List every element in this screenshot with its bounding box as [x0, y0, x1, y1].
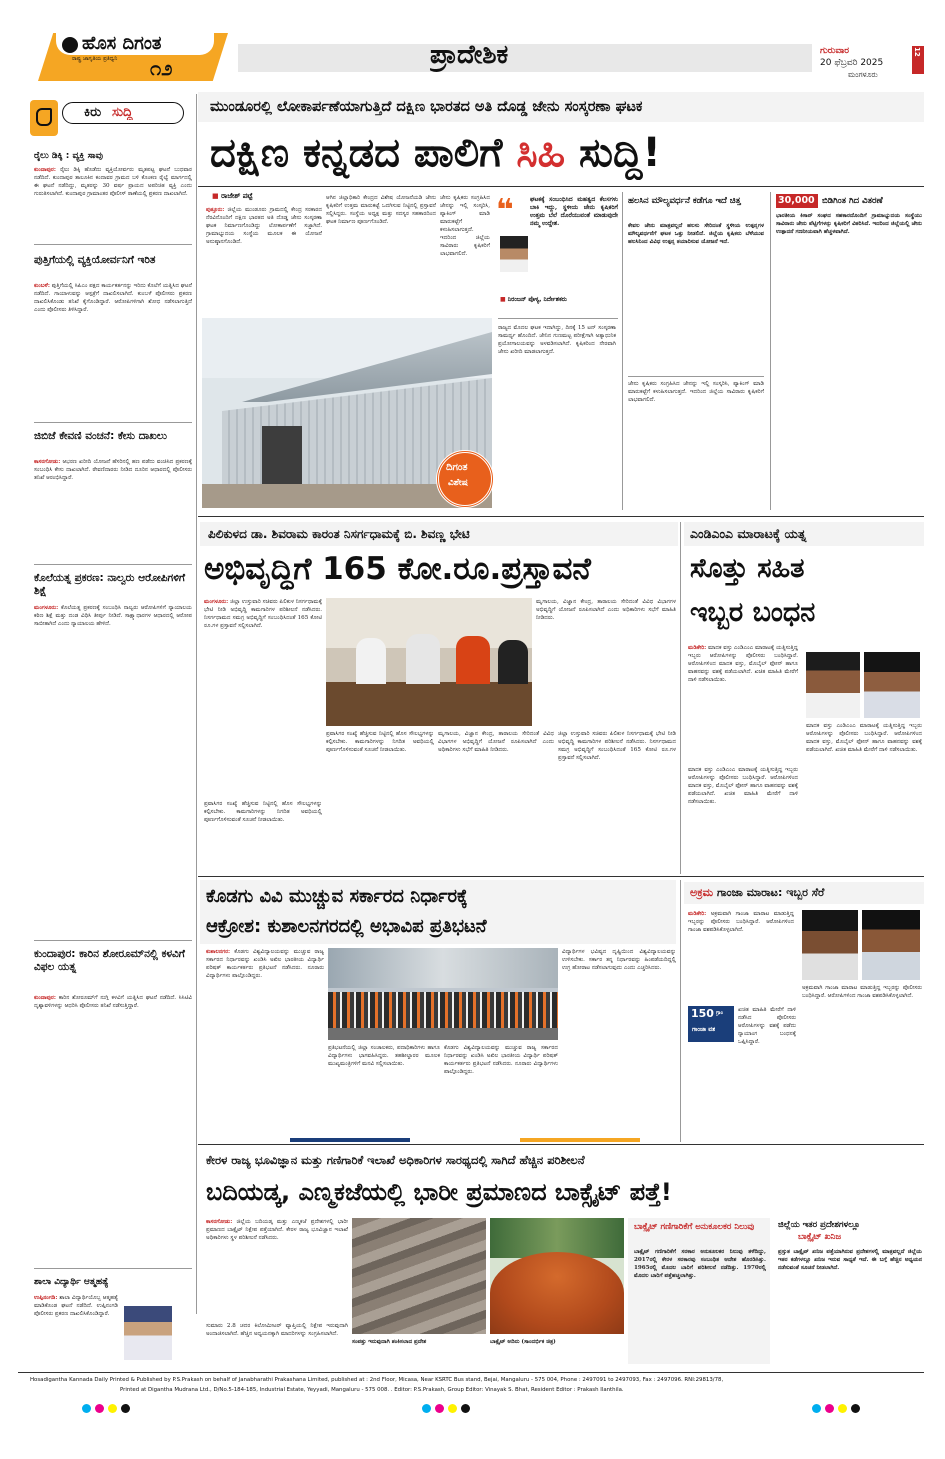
- section-divider: [198, 516, 924, 517]
- bauxite-box1-headline: ಬಾಕ್ಸೈಟ್ ಗಣಿಗಾರಿಕೆಗೆ ಅನುಕೂಲಕರ ನಿಲುವು: [634, 1222, 755, 1232]
- mdma-text-a: [688, 644, 798, 762]
- dateline: ಮಂಗಳೂರು:: [204, 599, 229, 605]
- date-day: ಗುರುವಾರ: [820, 46, 850, 56]
- section-divider: [198, 1144, 924, 1145]
- kodagu-text-c: ಪ್ರತಿಭಟನೆಯಲ್ಲಿ ಜಿಲ್ಲಾ ಸಂಚಾಲಕರು, ಪದಾಧಿಕಾರಿಗಳು ಹಾಗೂ ವಿದ್ಯಾರ್ಥಿಗಳು ಭಾಗವಹಿಸಿದ್ದರು. ತಹಶೀಲ್ದಾರರ ಮೂಲಕ ಮುಖ್ಯಮಂತ್ರಿಗಳಿಗೆ ಮನವಿ ಸಲ್ಲಿಸಲಾಯಿತು.: [328, 1045, 440, 1067]
- pilikula-meeting-photo: [326, 598, 532, 726]
- pilikula-text-f: ಪ್ರವಾಸಿಗರ ಸಂಖ್ಯೆ ಹೆಚ್ಚಿಸುವ ನಿಟ್ಟಿನಲ್ಲಿ ಹೊಸ ಸೌಲಭ್ಯಗಳನ್ನು ಕಲ್ಪಿಸಬೇಕು. ಕಾಮಗಾರಿಗಳನ್ನು ನಿಗದಿತ ಅವಧಿಯಲ್ಲಿ ಪೂರ್ಣಗೊಳಿಸುವಂತೆ ಸೂಚನೆ ನೀಡಲಾಯಿತು.: [204, 801, 322, 823]
- story-body: ಶಾಲಾ ವಿದ್ಯಾರ್ಥಿಯೊಬ್ಬ ಆತ್ಮಹತ್ಯೆ ಮಾಡಿಕೊಂಡ ಘಟನೆ ನಡೆದಿದೆ. ಉಪ್ಪಿನಂಗಡಿ ಪೊಲೀಸರು ಪ್ರಕರಣ ದಾಖಲಿಸಿಕೊಂಡಿದ್ದಾರೆ.: [34, 1295, 118, 1317]
- story-body: ರೈಲು ಡಿಕ್ಕಿ ಹೊಡೆದು ವ್ಯಕ್ತಿಯೋರ್ವರು ಮೃತಪಟ್ಟ ಘಟನೆ ಬುಧವಾರ ನಡೆದಿದೆ. ಕುಂದಾಪುರ ತಾಲೂಕಿನ ಕಂದಾವರ ಗ್ರಾಮದ ಬಳಿ ಕೊಂಕಣ ರೈಲ್ವೆ ಮಾರ್ಗದಲ್ಲಿ ಈ ಘಟನೆ ನಡೆದಿದ್ದು, ಮೃತರನ್ನು 30 ವರ್ಷ ಪ್ರಾಯದ ಅಪರಿಚಿತ ವ್ಯಕ್ತಿ ಎಂದು ಗುರುತಿಸಲಾಗಿದೆ. ಕುಂದಾಪುರ ಗ್ರಾಮಾಂತರ ಪೊಲೀಸ್ ಠಾಣೆಯಲ್ಲಿ ಪ್ರಕರಣ ದಾಖಲಾಗಿದೆ.: [34, 167, 192, 197]
- divider: [34, 422, 192, 423]
- sidebar-text-puttige: [34, 282, 192, 414]
- mdma-accused-photo-1: [806, 652, 860, 718]
- lead-text-col6b: ಜೇನು ಕೃಷಿಕರು ಸಂಗ್ರಹಿಸಿದ ಜೇನನ್ನು ಇಲ್ಲಿ ಸಂಸ್ಕರಿಸಿ, ಪ್ಯಾಕಿಂಗ್ ಮಾಡಿ ಮಾರುಕಟ್ಟೆಗೆ ಕಳುಹಿಸಲಾಗುತ್ತದೆ. ಇದರಿಂದ ಜಿಲ್ಲೆಯ ಸಾವಿರಾರು ಕೃಷಿಕರಿಗೆ ಲಾಭವಾಗಲಿದೆ.: [628, 381, 764, 403]
- byline-name: ರಾಜೇಶ್ ಪಟ್ಟೆ: [221, 192, 253, 200]
- pilikula-text-c: ಪ್ರವಾಸಿಗರ ಸಂಖ್ಯೆ ಹೆಚ್ಚಿಸುವ ನಿಟ್ಟಿನಲ್ಲಿ ಹೊಸ ಸೌಲಭ್ಯಗಳನ್ನು ಕಲ್ಪಿಸಬೇಕು. ಕಾಮಗಾರಿಗಳನ್ನು ನಿಗದಿತ ಅವಧಿಯಲ್ಲಿ ಪೂರ್ಣಗೊಳಿಸುವಂತೆ ಸೂಚನೆ ನೀಡಲಾಯಿತು.: [326, 731, 434, 753]
- dateline: ಮಡಿಕೇರಿ:: [688, 645, 707, 651]
- date-block: [820, 46, 905, 86]
- bauxite-box2-headline-2: ಬಾಕ್ಸೈಟ್ ಖನಿಜ: [798, 1232, 842, 1242]
- person: [456, 636, 490, 684]
- kodagu-text-b: ವಿದ್ಯಾರ್ಥಿಗಳ ಭವಿಷ್ಯದ ದೃಷ್ಟಿಯಿಂದ ವಿಶ್ವವಿದ್ಯಾಲಯವನ್ನು ಉಳಿಸಬೇಕು. ಸರ್ಕಾರ ತನ್ನ ನಿರ್ಧಾರವನ್ನು ಹಿಂಪಡೆಯದಿದ್ದಲ್ಲಿ ಉಗ್ರ ಹೋರಾಟ ನಡೆಸಲಾಗುವುದು ಎಂದು ಎಚ್ಚರಿಸಿದರು.: [562, 949, 676, 971]
- mdma-kicker: ಎಂಡಿಎಂಎ ಮಾರಾಟಕ್ಕೆ ಯತ್ನ: [690, 526, 807, 541]
- yellow-dot: [448, 1404, 457, 1413]
- section-banner: [238, 44, 812, 72]
- dateline: ಕುಂಬಳೆ:: [34, 283, 50, 289]
- magenta-dot: [825, 1404, 834, 1413]
- date-city: ಮಂಗಳೂರು: [848, 70, 878, 79]
- sidebar-headline-gbj: ಜಿಬಿಜೆ ಕೇವಣಿ ವಂಚನೆ: ಕೇಸು ದಾಖಲು: [34, 430, 167, 442]
- sidebar-headline-train: ರೈಲು ಡಿಕ್ಕಿ : ವ್ಯಕ್ತಿ ಸಾವು: [34, 151, 103, 161]
- kodagu-text-d: ಕೊಡಗು ವಿಶ್ವವಿದ್ಯಾಲಯವನ್ನು ಮುಚ್ಚುವ ರಾಜ್ಯ ಸರ್ಕಾರದ ನಿರ್ಧಾರವನ್ನು ಖಂಡಿಸಿ ಅಖಿಲ ಭಾರತೀಯ ವಿದ್ಯಾರ್ಥಿ ಪರಿಷತ್ ಕಾರ್ಯಕರ್ತರು ಪ್ರತಿಭಟನೆ ನಡೆಸಿದರು. ನೂರಾರು ವಿದ್ಯಾರ್ಥಿಗಳು ಪಾಲ್ಗೊಂಡಿದ್ದರು.: [444, 1045, 558, 1075]
- bauxite-text-b: ಸುಮಾರು 2.8 ಚದರ ಕಿಲೋಮೀಟರ್ ವ್ಯಾಪ್ತಿಯಲ್ಲಿ ನಿಕ್ಷೇಪ ಇರುವುದಾಗಿ ಅಂದಾಜಿಸಲಾಗಿದೆ. ಹೆಚ್ಚಿನ ಅಧ್ಯಯನಕ್ಕಾಗಿ ಮಾದರಿಗಳನ್ನು ಸಂಗ್ರಹಿಸಲಾಗಿದೆ.: [206, 1323, 348, 1337]
- dateline: ಕುಂದಾಪುರ:: [34, 995, 56, 1001]
- lead-text-col1: [206, 206, 322, 314]
- sidebar-headline-puttige: ಪುತ್ತಿಗೆಯಲ್ಲಿ ವ್ಯಕ್ತಿಯೋರ್ವನಿಗೆ ಇರಿತ: [34, 254, 156, 266]
- pilikula-headline: ಅಭಿವೃದ್ಧಿಗೆ 165 ಕೋ.ರೂ.ಪ್ರಸ್ತಾವನೆ: [204, 551, 591, 587]
- paper-tagline: ರಾಷ್ಟ್ರ ಜಾಗೃತಿಯ ಪ್ರತಿಧ್ವನಿ: [72, 56, 118, 62]
- student-photo: [124, 1306, 172, 1360]
- mdma-headline-2: ಇಬ್ಬರ ಬಂಧನ: [690, 597, 816, 628]
- dateline: ಪುತ್ತೂರು:: [206, 207, 225, 213]
- divider: [622, 192, 623, 510]
- divider: [680, 522, 681, 874]
- registration-marks-left: [80, 1398, 132, 1417]
- footer-rule: [18, 1372, 924, 1373]
- person: [406, 634, 440, 684]
- footer-line-2: Printed at Digantha Mudrana Ltd., D/No.5-184-185, Industrial Estate, Yeyyadi, Mangaluru - 575 008. . Editor: P.S.Prakash, Group Editor: Vinayak S. Bhat, Resident Editor : Prakash Ilanthila.: [120, 1387, 624, 1393]
- bauxite-box2-headline-1: ಜಿಲ್ಲೆಯ ಇತರ ಪ್ರದೇಶಗಳಲ್ಲೂ: [778, 1220, 861, 1230]
- ganja-badge-unit: ಗ್ರಾಂ: [716, 1010, 723, 1016]
- cyan-dot: [812, 1404, 821, 1413]
- sidebar-headline-student: ಶಾಲಾ ವಿದ್ಯಾರ್ಥಿ ಆತ್ಮಹತ್ಯೆ: [34, 1277, 109, 1287]
- registration-marks-right: [810, 1398, 862, 1417]
- sidebar-headline-murder-attempt: ಕೊಲೆಯತ್ನ ಪ್ರಕರಣ: ನಾಲ್ವರು ಆರೋಪಿಗಳಿಗೆ ಶಿಕ್ಷೆ: [34, 572, 186, 597]
- yellow-dot: [108, 1404, 117, 1413]
- story-body: ಜಿಲ್ಲೆಯ ಬದಿಯಡ್ಕ ಮತ್ತು ಎಣ್ಮಕಜೆ ಪ್ರದೇಶಗಳಲ್ಲಿ ಭಾರೀ ಪ್ರಮಾಣದ ಬಾಕ್ಸೈಟ್ ನಿಕ್ಷೇಪ ಪತ್ತೆಯಾಗಿದೆ. ಕೇರಳ ರಾಜ್ಯ ಭೂವಿಜ್ಞಾನ ಇಲಾಖೆ ಅಧಿಕಾರಿಗಳು ಸ್ಥಳ ಪರಿಶೀಲನೆ ನಡೆಸಿದರು.: [206, 1219, 348, 1241]
- author-name: ನಿರಂಜನ್ ಪೊಳ್ಯ, ನಿರ್ದೇಶಕರು: [507, 296, 567, 303]
- sidebar-headline-showroom: ಕುಂದಾಪುರ: ಕಾರಿನ ಶೋರೂಮ್‌ನಲ್ಲಿ ಕಳವಿಗೆ ವಿಫಲ ಯತ್ನ: [34, 948, 185, 973]
- kodagu-text-a: [206, 948, 324, 1136]
- pilikula-kicker: ಪಿಲಿಕುಳದ ಡಾ. ಶಿವರಾಮ ಕಾರಂತ ನಿಸರ್ಗಧಾಮಕ್ಕೆ ಬಿ. ಶಿವಣ್ಣ ಭೇಟಿ: [208, 527, 470, 541]
- dateline: ಉಪ್ಪಿನಂಗಡಿ:: [34, 1295, 58, 1301]
- ganja-badge-label: ಗಾಂಜಾ ವಶ: [692, 1026, 716, 1033]
- mdma-text-b: ಮಾದಕ ವಸ್ತು ಎಂಡಿಎಂಎ ಮಾರಾಟಕ್ಕೆ ಯತ್ನಿಸುತ್ತಿದ್ದ ಇಬ್ಬರು ಆರೋಪಿಗಳನ್ನು ಪೊಲೀಸರು ಬಂಧಿಸಿದ್ದಾರೆ. ಆರೋಪಿಗಳಿಂದ ಮಾದಕ ವಸ್ತು, ಮೊಬೈಲ್ ಫೋನ್ ಹಾಗೂ ವಾಹನವನ್ನು ವಶಕ್ಕೆ ಪಡೆಯಲಾಗಿದೆ. ಖಚಿತ ಮಾಹಿತಿ ಮೇರೆಗೆ ದಾಳಿ ನಡೆಸಲಾಯಿತು.: [806, 723, 922, 753]
- paper-name: ಹೊಸ ದಿಗಂತ: [82, 33, 162, 54]
- registration-marks-center: [420, 1398, 472, 1417]
- story-body: ಜಿಲ್ಲೆಯ ಮುಂಡೂರು ಗ್ರಾಮದಲ್ಲಿ ಕೇಂದ್ರ ಸರಕಾರದ ನೆರವಿನೊಂದಿಗೆ ದಕ್ಷಿಣ ಭಾರತದ ಅತಿ ದೊಡ್ಡ ಜೇನು ಸಂಸ್ಕರಣಾ ಘಟಕ ನಿರ್ಮಾಣಗೊಂಡಿದ್ದು ಲೋಕಾರ್ಪಣೆಗೆ ಸಜ್ಜಾಗಿದೆ. ಗ್ರಾಮಾಭ್ಯುದಯ ಸಂಸ್ಥೆಯ ಮೂಲಕ ಈ ಯೋಜನೆ ಅನುಷ್ಠಾನಗೊಂಡಿದೆ.: [206, 207, 322, 245]
- dateline: ಕಾಸರಗೋಡು:: [206, 1219, 233, 1225]
- ganja-accused-photo-1: [802, 910, 858, 980]
- bauxite-box1-text: ಬಾಕ್ಸೈಟ್ ಗಣಿಗಾರಿಕೆಗೆ ಸರಕಾರ ಅನುಕೂಲಕರ ನಿಲುವು ತಳೆದಿದ್ದು, 2017ರಲ್ಲಿ ಕೇರಳ ಸರಕಾರವು ಸಂಬಂಧಿತ ಆದೇಶ ಹೊರಡಿಸಿತ್ತು. 1965ರಲ್ಲಿ ಮೊದಲ ಬಾರಿಗೆ ಪರಿಶೀಲನೆ ನಡೆದಿತ್ತು. 1970ರಲ್ಲಿ ಮೊದಲ ಬಾರಿಗೆ ಪತ್ತೆಹಚ್ಚಲಾಗಿತ್ತು.: [634, 1249, 766, 1279]
- page-number: ೧೨: [150, 56, 173, 80]
- section-divider: [198, 876, 924, 877]
- sidebar-divider: [196, 94, 197, 1314]
- story-body: ಕೊಡಗು ವಿಶ್ವವಿದ್ಯಾಲಯವನ್ನು ಮುಚ್ಚುವ ರಾಜ್ಯ ಸರ್ಕಾರದ ನಿರ್ಧಾರವನ್ನು ಖಂಡಿಸಿ ಅಖಿಲ ಭಾರತೀಯ ವಿದ್ಯಾರ್ಥಿ ಪರಿಷತ್ ಕಾರ್ಯಕರ್ತರು ಪ್ರತಿಭಟನೆ ನಡೆಸಿದರು. ನೂರಾರು ವಿದ್ಯಾರ್ಥಿಗಳು ಪಾಲ್ಗೊಂಡಿದ್ದರು.: [206, 949, 324, 979]
- masthead: [0, 0, 945, 86]
- quote-mark-icon: ❝: [496, 193, 514, 228]
- kodagu-protest-photo: [328, 948, 558, 1040]
- bauxite-text-a: [206, 1218, 348, 1318]
- bauxite-caption-2: ಬಾಕ್ಸೈಟ್ ಅದಿರು (ಸಾಂದರ್ಭಿಕ ಚಿತ್ರ): [490, 1339, 556, 1345]
- lead-quote-text: ಘಟಕಕ್ಕೆ ಸಂಬಂಧಿಸಿದ ಮಹತ್ವದ ಕೆಲಸಗಳು ಬಾಕಿ ಇದ್ದು, ಸ್ಥಳೀಯ ಜೇನು ಕೃಷಿಕರಿಗೆ ಉತ್ತಮ ಬೆಲೆ ದೊರೆಯುವಂತೆ ಮಾಡುವುದೇ ನಮ್ಮ ಉದ್ದೇಶ.: [530, 196, 618, 227]
- section-title: ಪ್ರಾದೇಶಿಕ: [430, 40, 509, 70]
- buildings: [328, 948, 558, 988]
- person: [498, 640, 528, 684]
- dateline: ಕುಶಾಲನಗರ:: [206, 949, 231, 955]
- date-full: 20 ಫೆಬ್ರವರಿ 2025: [820, 58, 884, 68]
- ganja-text-b: ಖಚಿತ ಮಾಹಿತಿ ಮೇರೆಗೆ ದಾಳಿ ನಡೆಸಿದ ಪೊಲೀಸರು ಆರೋಪಿಗಳನ್ನು ವಶಕ್ಕೆ ಪಡೆದು ನ್ಯಾಯಾಂಗ ಬಂಧನಕ್ಕೆ ಒಪ್ಪಿಸಿದ್ದಾರೆ.: [738, 1007, 796, 1045]
- kodagu-headline-1: ಕೊಡಗು ವಿವಿ ಮುಚ್ಚುವ ಸರ್ಕಾರದ ನಿರ್ಧಾರಕ್ಕೆ: [206, 886, 468, 907]
- bauxite-ore-photo: [490, 1218, 624, 1334]
- headline-highlight: ಸಿಹಿ: [516, 130, 566, 176]
- kodagu-headline-2: ಆಕ್ರೋಶ: ಕುಶಾಲನಗರದಲ್ಲಿ ಅಭಾವಿಪ ಪ್ರತಿಭಟನೆ: [206, 916, 487, 937]
- lead-kicker: ಮುಂಡೂರಲ್ಲಿ ಲೋಕಾರ್ಪಣೆಯಾಗುತ್ತಿದೆ ದಕ್ಷಿಣ ಭಾರತದ ಅತಿ ದೊಡ್ಡ ಜೇನು ಸಂಸ್ಕರಣಾ ಘಟಕ: [210, 99, 643, 115]
- ganja-text-a: [688, 910, 794, 1000]
- story-body: ಆಭರಣ ಖರೀದಿ ಯೋಜನೆ ಹೆಸರಿನಲ್ಲಿ ಹಣ ಪಡೆದು ವಂಚಿಸಿದ ಪ್ರಕರಣಕ್ಕೆ ಸಂಬಂಧಿಸಿ ಕೇಸು ದಾಖಲಾಗಿದೆ. ಠೇವಣಿದಾರರು ನೀಡಿದ ದೂರಿನ ಆಧಾರದಲ್ಲಿ ಪೊಲೀಸರು ತನಿಖೆ ಆರಂಭಿಸಿದ್ದಾರೆ.: [34, 459, 192, 481]
- magenta-dot: [95, 1404, 104, 1413]
- lead-text-col6: ಕೇವಲ ಜೇನು ಮಾತ್ರವಲ್ಲದೆ ಹಲಸು ಸೇರಿದಂತೆ ಸ್ಥಳೀಯ ಉತ್ಪನ್ನಗಳ ಮೌಲ್ಯವರ್ಧನೆಗೆ ಘಟಕ ಒತ್ತು ನೀಡಲಿದೆ. ಜಿಲ್ಲೆಯ ಕೃಷಿಕರು ಬೆಳೆಯುವ ಹಲಸಿನಿಂದ ವಿವಿಧ ಉತ್ಪನ್ನ ತಯಾರಿಸುವ ಯೋಜನೆ ಇದೆ.: [628, 223, 764, 245]
- footer-line-1: Hosadigantha Kannada Daily Printed & Published by P.S.Prakash on behalf of Janabharathi Prakashana Limited, published at : 2nd Floor, Micasa, Near KSRTC Bus stand, Bejai, Mangaluru - 575 004, Phone : 2497091 to 2497093, Fax : 2497096. RNI:29813/78,: [30, 1377, 724, 1383]
- lead-byline: [212, 192, 253, 201]
- stamp-line-1: ದಿಗಂತ: [446, 462, 468, 473]
- divider: [680, 880, 681, 1142]
- sidebar-text-student: [34, 1294, 118, 1410]
- bauxite-headline: ಬದಿಯಡ್ಕ, ಎಣ್ಮಕಜೆಯಲ್ಲಿ ಭಾರೀ ಪ್ರಮಾಣದ ಬಾಕ್ಸೈಟ್ ಪತ್ತೆ!: [206, 1178, 672, 1206]
- ganja-headline-prefix: ಅಕ್ರಮ: [690, 886, 714, 899]
- table: [326, 682, 532, 726]
- color-strip-blue: [290, 1138, 410, 1142]
- divider: [34, 1268, 192, 1269]
- story-body: ಮಾದಕ ವಸ್ತು ಎಂಡಿಎಂಎ ಮಾರಾಟಕ್ಕೆ ಯತ್ನಿಸುತ್ತಿದ್ದ ಇಬ್ಬರು ಆರೋಪಿಗಳನ್ನು ಪೊಲೀಸರು ಬಂಧಿಸಿದ್ದಾರೆ. ಆರೋಪಿಗಳಿಂದ ಮಾದಕ ವಸ್ತು, ಮೊಬೈಲ್ ಫೋನ್ ಹಾಗೂ ವಾಹನವನ್ನು ವಶಕ್ಕೆ ಪಡೆಯಲಾಗಿದೆ. ಖಚಿತ ಮಾಹಿತಿ ಮೇರೆಗೆ ದಾಳಿ ನಡೆಸಲಾಯಿತು.: [688, 645, 798, 683]
- lead-text-col5: ರಾಜ್ಯದ ಮೊದಲ ಘಟಕ ಇದಾಗಿದ್ದು, ದಿನಕ್ಕೆ 15 ಟನ್ ಸಂಸ್ಕರಣಾ ಸಾಮರ್ಥ್ಯ ಹೊಂದಿದೆ. ಜೇನಿನ ಗುಣಮಟ್ಟ ಪರೀಕ್ಷೆಗಾಗಿ ಅತ್ಯಾಧುನಿಕ ಪ್ರಯೋಗಾಲಯವನ್ನು ಅಳವಡಿಸಲಾಗಿದೆ. ಕೃಷಿಕರಿಂದ ನೇರವಾಗಿ ಜೇನು ಖರೀದಿ ಮಾಡಲಾಗುತ್ತದೆ.: [498, 325, 616, 355]
- cyan-dot: [422, 1404, 431, 1413]
- pilikula-text-d: ಮೃಗಾಲಯ, ವಿಜ್ಞಾನ ಕೇಂದ್ರ, ತಾರಾಲಯ ಸೇರಿದಂತೆ ವಿವಿಧ ವಿಭಾಗಗಳ ಅಭಿವೃದ್ಧಿಗೆ ಯೋಜನೆ ರೂಪಿಸಲಾಗಿದೆ ಎಂದು ಅಧಿಕಾರಿಗಳು ಸಭೆಗೆ ಮಾಹಿತಿ ನೀಡಿದರು.: [438, 731, 554, 753]
- ganja-headline: [690, 884, 922, 902]
- sidebar-text-gbj: [34, 458, 192, 562]
- person: [356, 638, 386, 684]
- bauxite-box2-text: ಪ್ರಸ್ತುತ ಬಾಕ್ಸೈಟ್ ಖನಿಜ ಪತ್ತೆಯಾಗಿರುವ ಪ್ರದೇಶಗಳಲ್ಲಿ ಮಾತ್ರವಲ್ಲದೆ ಜಿಲ್ಲೆಯ ಇತರ ಕಡೆಗಳಲ್ಲೂ ಖನಿಜ ಇರುವ ಸಾಧ್ಯತೆ ಇದೆ. ಈ ಬಗ್ಗೆ ಹೆಚ್ಚಿನ ಅಧ್ಯಯನ ನಡೆಸುವಂತೆ ಸೂಚನೆ ನೀಡಲಾಗಿದೆ.: [778, 1249, 922, 1271]
- kiru-suddi-label-2: ಸುದ್ದಿ: [112, 105, 133, 120]
- story-body: ಪುತ್ತಿಗೆಯಲ್ಲಿ ಸಿಪಿಎಂ ಪಕ್ಷದ ಕಾರ್ಯಕರ್ತನನ್ನು ಇರಿದು ಕೊಲೆಗೆ ಯತ್ನಿಸಿದ ಘಟನೆ ನಡೆದಿದೆ. ಗಾಯಾಳುವನ್ನು ಆಸ್ಪತ್ರೆಗೆ ದಾಖಲಿಸಲಾಗಿದೆ. ಕುಂಬಳೆ ಪೊಲೀಸರು ಪ್ರಕರಣ ದಾಖಲಿಸಿಕೊಂಡು ತನಿಖೆ ಕೈಗೊಂಡಿದ್ದಾರೆ. ಆರೋಪಿಗಳಿಗಾಗಿ ಶೋಧ ನಡೆಸಲಾಗುತ್ತಿದೆ ಎಂದು ಪೊಲೀಸರು ತಿಳಿಸಿದ್ದಾರೆ.: [34, 283, 192, 313]
- pilikula-text-a: [204, 598, 322, 798]
- magenta-dot: [435, 1404, 444, 1413]
- dateline: ಕುಂದಾಪುರ:: [34, 167, 56, 173]
- hand-pointer-icon: [36, 108, 52, 126]
- callout-number: 30,000: [778, 195, 815, 206]
- lead-text-col2: ಆಗಿನ ಜಿಲ್ಲಾಧಿಕಾರಿ ಕೇಂದ್ರದ ವಿಶೇಷ ಯೋಜನೆಯಡಿ ಜೇನು ಕೃಷಿಕರಿಗೆ ಉತ್ತಮ ಮಾರುಕಟ್ಟೆ ಒದಗಿಸುವ ನಿಟ್ಟಿನಲ್ಲಿ ಪ್ರಸ್ತಾವನೆ ಸಲ್ಲಿಸಿದ್ದರು. ಸಂಸ್ಥೆಯ ಅಧ್ಯಕ್ಷ ಮತ್ತು ಸದಸ್ಯರ ಸಹಕಾರದಿಂದ ಘಟಕ ನಿರ್ಮಾಣ ಪೂರ್ಣಗೊಂಡಿದೆ.: [326, 195, 436, 225]
- headline-part: ಸುದ್ದಿ!: [565, 130, 661, 176]
- mdma-headline-1: ಸೊತ್ತು ಸಹಿತ: [690, 553, 805, 584]
- story-body: ಜಿಲ್ಲಾ ಉಸ್ತುವಾರಿ ಸಚಿವರು ಪಿಲಿಕುಳ ನಿಸರ್ಗಧಾಮಕ್ಕೆ ಭೇಟಿ ನೀಡಿ ಅಭಿವೃದ್ಧಿ ಕಾಮಗಾರಿಗಳ ಪರಿಶೀಲನೆ ನಡೆಸಿದರು. ನಿಸರ್ಗಧಾಮದ ಸಮಗ್ರ ಅಭಿವೃದ್ಧಿಗೆ ಸಂಬಂಧಿಸಿದಂತೆ 165 ಕೋಟಿ ರೂ.ಗಳ ಪ್ರಸ್ತಾವನೆ ಸಲ್ಲಿಸಲಾಗಿದೆ.: [204, 599, 322, 629]
- dateline: ಮಂಗಳೂರು:: [34, 605, 59, 611]
- dateline: ಮಡಿಕೇರಿ:: [688, 911, 707, 917]
- kiru-suddi-label-1: ಕಿರು: [84, 105, 102, 120]
- author-marker: ■: [500, 296, 508, 303]
- black-dot: [851, 1404, 860, 1413]
- mdma-text-c: ಮಾದಕ ವಸ್ತು ಎಂಡಿಎಂಎ ಮಾರಾಟಕ್ಕೆ ಯತ್ನಿಸುತ್ತಿದ್ದ ಇಬ್ಬರು ಆರೋಪಿಗಳನ್ನು ಪೊಲೀಸರು ಬಂಧಿಸಿದ್ದಾರೆ. ಆರೋಪಿಗಳಿಂದ ಮಾದಕ ವಸ್ತು, ಮೊಬೈಲ್ ಫೋನ್ ಹಾಗೂ ವಾಹನವನ್ನು ವಶಕ್ಕೆ ಪಡೆಯಲಾಗಿದೆ. ಖಚಿತ ಮಾಹಿತಿ ಮೇರೆಗೆ ದಾಳಿ ನಡೆಸಲಾಯಿತು.: [688, 767, 798, 805]
- lead-text-col3: ಜೇನು ಕೃಷಿಕರು ಸಂಗ್ರಹಿಸಿದ ಜೇನನ್ನು ಇಲ್ಲಿ ಸಂಸ್ಕರಿಸಿ, ಪ್ಯಾಕಿಂಗ್ ಮಾಡಿ ಮಾರುಕಟ್ಟೆಗೆ ಕಳುಹಿಸಲಾಗುತ್ತದೆ. ಇದರಿಂದ ಜಿಲ್ಲೆಯ ಸಾವಿರಾರು ಕೃಷಿಕರಿಗೆ ಲಾಭವಾಗಲಿದೆ.: [440, 195, 490, 257]
- bauxite-caption-1: ಸಂಪತ್ತು ಇರುವುದಾಗಿ ಶಂಕಿಸಲಾದ ಪ್ರದೇಶ: [352, 1339, 427, 1345]
- shutter-door: [262, 426, 302, 486]
- ganja-text-c: ಅಕ್ರಮವಾಗಿ ಗಾಂಜಾ ಮಾರಾಟ ಮಾಡುತ್ತಿದ್ದ ಇಬ್ಬರನ್ನು ಪೊಲೀಸರು ಬಂಧಿಸಿದ್ದಾರೆ. ಆರೋಪಿಗಳಿಂದ ಗಾಂಜಾ ವಶಪಡಿಸಿಕೊಳ್ಳಲಾಗಿದೆ.: [802, 985, 922, 999]
- quote-author: [500, 296, 618, 304]
- byline-marker: ■: [212, 192, 222, 200]
- headline-part: ದಕ್ಷಿಣ ಕನ್ನಡದ ಪಾಲಿಗೆ: [210, 130, 517, 176]
- lead-headline: [210, 126, 924, 180]
- divider: [498, 318, 618, 319]
- bauxite-kicker: ಕೇರಳ ರಾಜ್ಯ ಭೂವಿಜ್ಞಾನ ಮತ್ತು ಗಣಿಗಾರಿಕೆ ಇಲಾಖೆ ಅಧಿಕಾರಿಗಳ ಸಾರಥ್ಯದಲ್ಲಿ ಸಾಗಿದೆ ಹೆಚ್ಚಿನ ಪರಿಶೀಲನೆ: [206, 1153, 585, 1167]
- story-body: ಅಕ್ರಮವಾಗಿ ಗಾಂಜಾ ಮಾರಾಟ ಮಾಡುತ್ತಿದ್ದ ಇಬ್ಬರನ್ನು ಪೊಲೀಸರು ಬಂಧಿಸಿದ್ದಾರೆ. ಆರೋಪಿಗಳಿಂದ ಗಾಂಜಾ ವಶಪಡಿಸಿಕೊಳ್ಳಲಾಗಿದೆ.: [688, 911, 794, 933]
- story-body: ಕೊಲೆಯತ್ನ ಪ್ರಕರಣಕ್ಕೆ ಸಂಬಂಧಿಸಿ ನಾಲ್ವರು ಆರೋಪಿಗಳಿಗೆ ನ್ಯಾಯಾಲಯ ಕಠಿಣ ಶಿಕ್ಷೆ ಮತ್ತು ದಂಡ ವಿಧಿಸಿ ತೀರ್ಪು ನೀಡಿದೆ. ಸಾಕ್ಷ್ಯಾಧಾರಗಳ ಆಧಾರದಲ್ಲಿ ಆರೋಪ ಸಾಬೀತಾಗಿದೆ ಎಂದು ನ್ಯಾಯಾಲಯ ಹೇಳಿದೆ.: [34, 605, 192, 627]
- yellow-dot: [838, 1404, 847, 1413]
- lead-divider: [198, 186, 924, 187]
- sidebar-text-murder-attempt: [34, 604, 192, 938]
- divider: [34, 940, 192, 941]
- ganja-accused-photo-2: [862, 910, 920, 980]
- quote-author-photo: [500, 236, 528, 272]
- bauxite-rock-photo: [352, 1218, 486, 1334]
- sidebar-text-train: [34, 166, 192, 238]
- pilikula-text-b: ಮೃಗಾಲಯ, ವಿಜ್ಞಾನ ಕೇಂದ್ರ, ತಾರಾಲಯ ಸೇರಿದಂತೆ ವಿವಿಧ ವಿಭಾಗಗಳ ಅಭಿವೃದ್ಧಿಗೆ ಯೋಜನೆ ರೂಪಿಸಲಾಗಿದೆ ಎಂದು ಅಧಿಕಾರಿಗಳು ಸಭೆಗೆ ಮಾಹಿತಿ ನೀಡಿದರು.: [536, 599, 676, 621]
- color-strip-orange: [520, 1138, 640, 1142]
- page-side-number: 12: [913, 47, 921, 57]
- dateline: ಕಾಸರಗೋಡು:: [34, 459, 61, 465]
- ganja-badge-number: 150: [691, 1008, 714, 1020]
- cyan-dot: [82, 1404, 91, 1413]
- sidebar-text-showroom: [34, 994, 192, 1264]
- pilikula-text-e: ಜಿಲ್ಲಾ ಉಸ್ತುವಾರಿ ಸಚಿವರು ಪಿಲಿಕುಳ ನಿಸರ್ಗಧಾಮಕ್ಕೆ ಭೇಟಿ ನೀಡಿ ಅಭಿವೃದ್ಧಿ ಕಾಮಗಾರಿಗಳ ಪರಿಶೀಲನೆ ನಡೆಸಿದರು. ನಿಸರ್ಗಧಾಮದ ಸಮಗ್ರ ಅಭಿವೃದ್ಧಿಗೆ ಸಂಬಂಧಿಸಿದಂತೆ 165 ಕೋಟಿ ರೂ.ಗಳ ಪ್ರಸ್ತಾವನೆ ಸಲ್ಲಿಸಲಾಗಿದೆ.: [558, 731, 676, 761]
- sidebar: [18, 94, 196, 1317]
- road: [328, 1028, 558, 1040]
- ganja-headline-rest: ಗಾಂಜಾ ಮಾರಾಟ: ಇಬ್ಬರ ಸೆರೆ: [713, 886, 825, 899]
- lead-subhead-col6: ಹಲಸಿನ ಮೌಲ್ಯವರ್ಧನೆ ಕಡೆಗೂ ಇದೆ ಚಿತ್ತ: [628, 196, 741, 206]
- lead-text-col7: ಭಾರತೀಯ ಕಿಸಾನ್ ಸಂಘದ ಸಹಕಾರದೊಂದಿಗೆ ಗ್ರಾಮಾಭ್ಯುದಯ ಸಂಸ್ಥೆಯು ಸಾವಿರಾರು ಜೇನು ಪೆಟ್ಟಿಗೆಗಳನ್ನು ಕೃಷಿಕರಿಗೆ ವಿತರಿಸಿದೆ. ಇದರಿಂದ ಜಿಲ್ಲೆಯಲ್ಲಿ ಜೇನು ಉತ್ಪಾದನೆ ಗಣನೀಯವಾಗಿ ಹೆಚ್ಚಳವಾಗಿದೆ.: [776, 213, 922, 235]
- callout-text: ಬಿಡಿಗಿಂತ ಗಿದ ವಿತರಣೆ: [822, 196, 883, 206]
- ore-heap: [490, 1252, 624, 1334]
- divider: [628, 376, 764, 377]
- stamp-line-2: ವಿಶೇಷ: [448, 478, 468, 488]
- story-body: ಕಾರಿನ ಶೋರೂಮ್‌ಗೆ ನುಗ್ಗಿ ಕಳವಿಗೆ ಯತ್ನಿಸಿದ ಘಟನೆ ನಡೆದಿದೆ. ಸಿಸಿಟಿವಿ ದೃಶ್ಯಾವಳಿಗಳನ್ನು ಆಧರಿಸಿ ಪೊಲೀಸರು ತನಿಖೆ ನಡೆಸುತ್ತಿದ್ದಾರೆ.: [34, 995, 192, 1009]
- black-dot: [461, 1404, 470, 1413]
- black-dot: [121, 1404, 130, 1413]
- logo-lamp-icon: [62, 37, 78, 53]
- divider: [34, 244, 192, 245]
- divider: [34, 564, 192, 565]
- divider: [770, 192, 771, 510]
- mdma-accused-photo-2: [864, 652, 920, 718]
